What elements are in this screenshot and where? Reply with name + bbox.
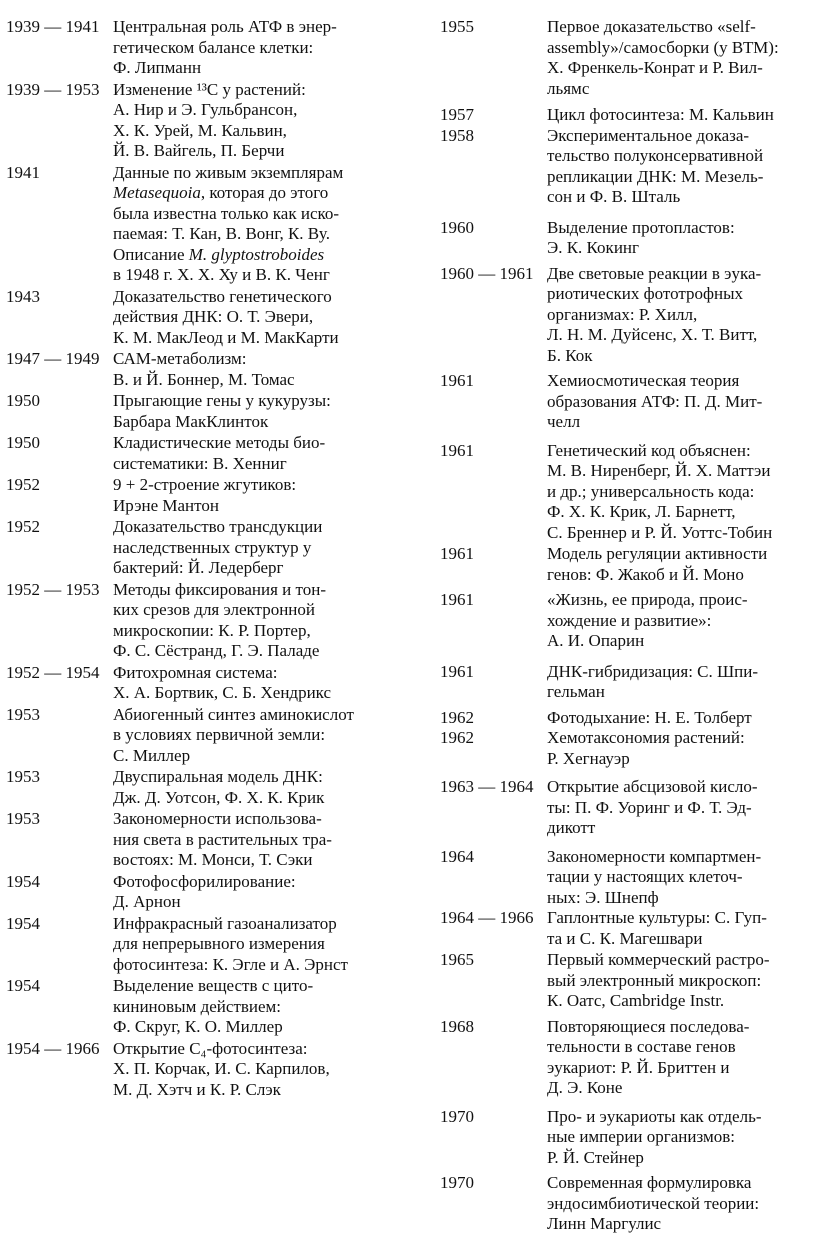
entry-line: сон и Ф. В. Шталь	[547, 187, 681, 206]
entry-line: ких срезов для электронной	[113, 600, 315, 619]
entry-year: 1952 — 1954	[6, 662, 100, 682]
entry-text	[113, 517, 406, 579]
entry-line: Х. П. Корчак, И. С. Карпилов,	[113, 1059, 330, 1078]
timeline-entry	[440, 728, 820, 769]
entry-line: дикотт	[547, 818, 596, 837]
entry-text	[547, 847, 820, 909]
entry-line: ных: Э. Шнепф	[547, 887, 659, 907]
entry-year: 1954	[6, 913, 40, 933]
timeline-entry	[440, 847, 820, 909]
entry-text	[113, 391, 406, 432]
timeline-entry	[6, 391, 406, 432]
entry-line: Х. А. Бортвик, С. Б. Хендрикс	[113, 683, 332, 702]
entry-line: Выделение веществ с цито-	[113, 976, 314, 995]
entry-year: 1961	[440, 661, 474, 681]
entry-text	[113, 287, 406, 349]
entry-line: Ф. Х. К. Крик, Л. Барнетт,	[547, 502, 736, 521]
entry-text	[547, 544, 820, 585]
timeline-entry	[440, 590, 820, 652]
entry-line: Современная формулировка	[547, 1173, 752, 1192]
entry-line: Цикл фотосинтеза: М. Кальвин	[547, 105, 774, 124]
entry-line: Д. Э. Коне	[547, 1078, 623, 1097]
entry-line: Центральная роль АТФ в энер-	[113, 17, 337, 36]
entry-line: ния света в растительных тра-	[113, 829, 332, 849]
timeline-entry	[6, 976, 406, 1038]
entry-text	[113, 767, 406, 808]
entry-line: Выделение протопластов:	[547, 217, 735, 237]
entry-line: эндосимбиотической теории:	[547, 1193, 760, 1213]
entry-year: 1954	[6, 976, 40, 995]
entry-line: Р. Хегнауэр	[547, 748, 630, 768]
entry-line: Барбара МакКлинток	[113, 411, 269, 431]
entry-line: ДНК-гибридизация: С. Шпи-	[547, 661, 759, 681]
entry-line: Х. Френкель-Конрат и Р. Вил-	[547, 58, 763, 77]
entry-line: тельности в составе генов	[547, 1037, 736, 1056]
entry-year: 1970	[440, 1173, 474, 1192]
left-column	[6, 17, 406, 1100]
entry-line: Экспериментальное доказа-	[547, 125, 750, 145]
entry-year: 1958	[440, 125, 474, 145]
entry-text	[547, 728, 820, 769]
entry-line: Ф. С. Сёстранд, Г. Э. Паладе	[113, 641, 320, 660]
timeline-entry	[440, 1107, 820, 1169]
entry-text	[547, 1107, 820, 1169]
entry-line: и др.; универсальность кода:	[547, 481, 755, 501]
entry-line: Методы фиксирования и тон-	[113, 579, 326, 599]
entry-line: ты: П. Ф. Уоринг и Ф. Т. Эд-	[547, 797, 752, 817]
entry-text	[113, 914, 406, 976]
entry-line: репликации ДНК: М. Мезель-	[547, 166, 764, 186]
entry-line: гельман	[547, 682, 605, 701]
entry-text	[113, 80, 406, 162]
entry-line: Хемиосмотическая теория	[547, 371, 740, 390]
timeline-entry	[440, 1017, 820, 1099]
entry-year: 1970	[440, 1106, 474, 1126]
entry-line: assembly»/самосборки (у ВТМ):	[547, 37, 779, 57]
entry-year: 1954 — 1966	[6, 1038, 100, 1058]
entry-line: Две световые реакции в эука-	[547, 263, 762, 283]
entry-line: К. М. МакЛеод и М. МакКарти	[113, 327, 339, 347]
timeline-entry	[6, 163, 406, 286]
timeline-entry	[440, 105, 820, 126]
entry-year: 1964 — 1966	[440, 908, 534, 927]
entry-line: фотосинтеза: К. Эгле и А. Эрнст	[113, 954, 348, 974]
entry-line: Metasequoia, которая до этого	[113, 183, 329, 202]
entry-line: гетическом балансе клетки:	[113, 37, 314, 57]
entry-text	[113, 1039, 406, 1101]
entry-text	[547, 17, 820, 99]
entry-line: Л. Н. М. Дуйсенс, Х. Т. Витт,	[547, 325, 758, 344]
entry-line: Первое доказательство «self-	[547, 17, 756, 36]
timeline-entry	[6, 663, 406, 704]
timeline-entry	[6, 17, 406, 79]
entry-year: 1962	[440, 728, 474, 747]
entry-year: 1961	[440, 590, 474, 609]
entry-line: Х. К. Урей, М. Кальвин,	[113, 120, 287, 140]
entry-text	[547, 777, 820, 839]
entry-year: 1962	[440, 707, 474, 727]
timeline-entry	[440, 441, 820, 544]
entry-year: 1955	[440, 17, 474, 36]
entry-year: 1941	[6, 162, 40, 182]
entry-line: вый электронный микроскоп:	[547, 970, 762, 990]
timeline-entry	[6, 80, 406, 162]
entry-line: Генетический код объяснен:	[547, 440, 751, 460]
entry-year: 1968	[440, 1016, 474, 1036]
entry-line: та и С. К. Магешвари	[547, 928, 703, 948]
timeline-entry	[440, 1173, 820, 1235]
timeline-entry	[6, 475, 406, 516]
entry-line: эукариот: Р. Й. Бриттен и	[547, 1057, 730, 1077]
entry-year: 1961	[440, 544, 474, 563]
entry-year: 1954	[6, 871, 40, 891]
entry-line: Описание M. glyptostroboides	[113, 244, 325, 264]
entry-line: Б. Кок	[547, 345, 593, 365]
entry-line: тации у настоящих клеточ-	[547, 867, 743, 886]
entry-text	[547, 126, 820, 208]
entry-text	[547, 708, 820, 729]
entry-year: 1953	[6, 704, 40, 724]
timeline-entry	[440, 662, 820, 703]
entry-text	[113, 17, 406, 79]
entry-line: САМ-метаболизм:	[113, 349, 247, 368]
entry-line: Прыгающие гены у кукурузы:	[113, 391, 331, 410]
entry-text	[547, 105, 820, 126]
entry-year: 1950	[6, 433, 40, 452]
entry-line: систематики: В. Хенниг	[113, 453, 287, 473]
timeline-entry	[6, 1039, 406, 1101]
entry-line: Первый коммерческий растро-	[547, 950, 770, 969]
entry-line: Й. В. Вайгель, П. Берчи	[113, 141, 285, 160]
entry-line: К. Оатс, Cambridge Instr.	[547, 991, 725, 1010]
right-column	[440, 17, 820, 1235]
entry-year: 1957	[440, 105, 474, 124]
timeline-entry	[6, 349, 406, 390]
entry-year: 1939 — 1941	[6, 17, 100, 36]
entry-line: Инфракрасный газоанализатор	[113, 913, 337, 933]
entry-year: 1961	[440, 371, 474, 390]
entry-line: Ф. Скруг, К. О. Миллер	[113, 1017, 283, 1036]
entry-line: паемая: Т. Кан, В. Вонг, К. Ву.	[113, 224, 330, 243]
entry-text	[113, 809, 406, 871]
entry-text	[113, 580, 406, 662]
entry-year: 1952	[6, 475, 40, 494]
timeline-entry	[440, 908, 820, 949]
entry-text	[113, 475, 406, 516]
entry-line: Данные по живым экземплярам	[113, 162, 344, 182]
entry-text	[547, 1017, 820, 1099]
timeline-entry	[440, 218, 820, 259]
entry-line: Фотофосфорилирование:	[113, 871, 296, 891]
entry-line: Фитохромная система:	[113, 662, 278, 682]
timeline-entry	[6, 872, 406, 913]
entry-line: риотических фототрофных	[547, 284, 744, 303]
timeline-entry	[6, 433, 406, 474]
entry-line: тельство полуконсервативной	[547, 146, 764, 165]
entry-text	[113, 433, 406, 474]
timeline-entry	[440, 777, 820, 839]
entry-year: 1950	[6, 391, 40, 410]
entry-line: Р. Й. Стейнер	[547, 1147, 644, 1167]
entry-line: кининовым действием:	[113, 996, 282, 1016]
entry-text	[113, 976, 406, 1038]
entry-line: Доказательство трансдукции	[113, 517, 323, 536]
entry-line: Гаплонтные культуры: С. Гуп-	[547, 908, 767, 927]
entry-line: Изменение ¹³C у растений:	[113, 79, 306, 99]
entry-text	[113, 705, 406, 767]
entry-line: А. Нир и Э. Гульбрансон,	[113, 100, 298, 119]
entry-text	[547, 662, 820, 703]
entry-line: Про- и эукариоты как отдель-	[547, 1106, 762, 1126]
entry-year: 1952 — 1953	[6, 579, 100, 599]
timeline-entry	[440, 950, 820, 1012]
entry-line: генов: Ф. Жакоб и Й. Моно	[547, 564, 744, 584]
entry-line: Открытие C₄-фотосинтеза:	[113, 1038, 308, 1058]
entry-line: востоях: М. Монси, Т. Сэки	[113, 850, 313, 869]
entry-line: С. Миллер	[113, 745, 191, 765]
timeline-entry	[6, 705, 406, 767]
entry-year: 1939 — 1953	[6, 79, 100, 99]
entry-line: М. Д. Хэтч и К. Р. Слэк	[113, 1079, 281, 1099]
entry-year: 1952	[6, 517, 40, 536]
entry-line: 9 + 2-строение жгутиков:	[113, 475, 297, 494]
entry-line: Дж. Д. Уотсон, Ф. Х. К. Крик	[113, 787, 325, 807]
entry-year: 1953	[6, 767, 40, 786]
timeline-entry	[6, 517, 406, 579]
entry-line: Закономерности компартмен-	[547, 846, 762, 866]
entry-line: Хемотаксономия растений:	[547, 728, 745, 747]
entry-line: «Жизнь, ее природа, проис-	[547, 590, 748, 609]
entry-line: в условиях первичной земли:	[113, 725, 326, 744]
entry-year: 1961	[440, 440, 474, 460]
entry-line: льямс	[547, 78, 590, 98]
entry-line: в 1948 г. Х. Х. Ху и В. К. Ченг	[113, 265, 330, 284]
entry-line: Абиогенный синтез аминокислот	[113, 704, 354, 724]
entry-line: Ф. Липманн	[113, 58, 202, 77]
entry-line: Э. К. Кокинг	[547, 238, 639, 257]
entry-text	[547, 371, 820, 433]
entry-line: организмах: Р. Хилл,	[547, 304, 698, 324]
entry-line: Двуспиральная модель ДНК:	[113, 767, 323, 786]
entry-line: М. В. Ниренберг, Й. Х. Маттэи	[547, 461, 771, 480]
entry-line: ные империи организмов:	[547, 1127, 735, 1146]
entry-line: Кладистические методы био-	[113, 433, 326, 452]
entry-line: Ирэне Мантон	[113, 495, 219, 515]
timeline-entry	[440, 126, 820, 208]
entry-year: 1943	[6, 286, 40, 306]
entry-text	[547, 950, 820, 1012]
entry-line: Фотодыхание: Н. Е. Толберт	[547, 707, 752, 727]
entry-line: Модель регуляции активности	[547, 544, 768, 563]
timeline-entry	[6, 914, 406, 976]
entry-line: Открытие абсцизовой кисло-	[547, 777, 758, 796]
entry-line: бактерий: Й. Ледерберг	[113, 558, 284, 577]
entry-line: челл	[547, 412, 581, 431]
entry-text	[547, 1173, 820, 1235]
entry-line: Повторяющиеся последова-	[547, 1016, 750, 1036]
entry-line: А. И. Опарин	[547, 631, 645, 650]
entry-year: 1960	[440, 217, 474, 237]
timeline-entry	[6, 767, 406, 808]
entry-year: 1965	[440, 950, 474, 969]
timeline-entry	[440, 264, 820, 367]
entry-text	[547, 908, 820, 949]
entry-line: Д. Арнон	[113, 892, 181, 911]
entry-line: Доказательство генетического	[113, 286, 332, 306]
timeline-entry	[440, 544, 820, 585]
entry-year: 1953	[6, 809, 40, 828]
timeline-entry	[6, 580, 406, 662]
entry-text	[113, 163, 406, 286]
entry-year: 1963 — 1964	[440, 777, 534, 796]
timeline-entry	[440, 17, 820, 99]
entry-text	[547, 441, 820, 544]
entry-line: В. и Й. Боннер, М. Томас	[113, 369, 295, 389]
timeline-entry	[440, 371, 820, 433]
entry-year: 1947 — 1949	[6, 349, 100, 368]
entry-text	[113, 663, 406, 704]
entry-year: 1960 — 1961	[440, 263, 534, 283]
entry-line: Закономерности использова-	[113, 809, 322, 828]
entry-text	[113, 349, 406, 390]
entry-line: микроскопии: К. Р. Портер,	[113, 620, 311, 640]
entry-text	[113, 872, 406, 913]
entry-line: действия ДНК: О. Т. Эвери,	[113, 307, 314, 326]
entry-year: 1964	[440, 846, 474, 866]
entry-line: Линн Маргулис	[547, 1214, 662, 1233]
entry-text	[547, 590, 820, 652]
entry-line: С. Бреннер и Р. Й. Уоттс-Тобин	[547, 522, 773, 542]
entry-text	[547, 264, 820, 367]
entry-line: хождение и развитие»:	[547, 610, 712, 630]
timeline-entry	[440, 708, 820, 729]
entry-line: наследственных структур у	[113, 537, 312, 557]
timeline-entry	[6, 287, 406, 349]
timeline-entry	[6, 809, 406, 871]
entry-line: была известна только как иско-	[113, 203, 340, 223]
entry-line: для непрерывного измерения	[113, 934, 325, 953]
entry-line: образования АТФ: П. Д. Мит-	[547, 391, 763, 411]
entry-text	[547, 218, 820, 259]
